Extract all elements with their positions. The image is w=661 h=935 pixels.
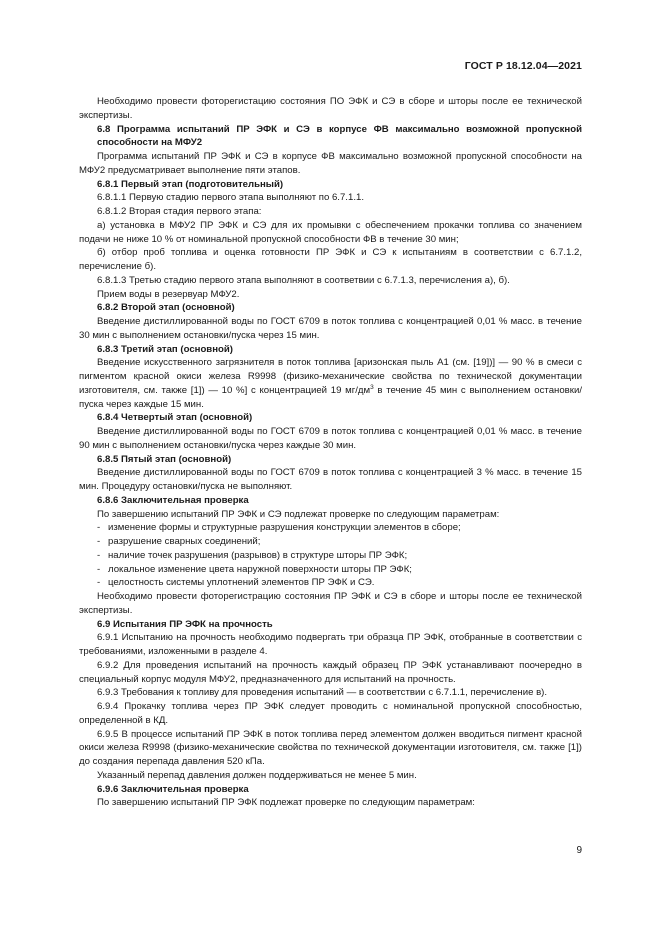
- subsection-6-8-3-text: [79, 356, 582, 411]
- section-6-8-title: 6.8 Программа испытаний ПР ЭФК и СЭ в корпусе ФВ максимально возможной пропускной способности на МФУ2: [97, 123, 582, 149]
- subsection-6-9-6-title: 6.9.6 Заключительная проверка: [97, 783, 249, 795]
- pressure-note: Указанный перепад давления должен поддерживаться не менее 5 мин.: [97, 769, 417, 781]
- subsection-6-8-2-title: 6.8.2 Второй этап (основной): [97, 302, 235, 314]
- subsection-6-8-4-title: 6.8.4 Четвертый этап (основной): [97, 412, 253, 424]
- clause-6-9-1: 6.9.1 Испытанию на прочность необходимо подвергать три образца ПР ЭФК, отобранные в соответствии с требованиями, изложенными в разделе 4.: [79, 632, 582, 657]
- dash-marker: -: [97, 549, 101, 561]
- subsection-6-8-1-title: 6.8.1 Первый этап (подготовительный): [97, 178, 284, 190]
- dash-marker: -: [97, 577, 101, 589]
- clause-6-8-1-1: 6.8.1.1 Первую стадию первого этапа выполняют по 6.7.1.1.: [97, 192, 364, 204]
- check-list-item: - целостность системы уплотнений элементов ПР ЭФК и СЭ.: [97, 577, 375, 589]
- check-list-item: - изменение формы и структурные разрушения конструкции элементов в сборе;: [97, 522, 461, 534]
- standard-header: ГОСТ Р 18.12.04—2021: [464, 60, 582, 72]
- subsection-6-8-6-text: По завершению испытаний ПР ЭФК и СЭ подлежат проверке по следующим параметрам:: [97, 508, 500, 520]
- reservoir-note: Прием воды в резервуар МФУ2.: [97, 288, 240, 300]
- check-list-item: - разрушение сварных соединений;: [97, 536, 261, 547]
- subsection-6-9-6-text: По завершению испытаний ПР ЭФК подлежат проверке по следующим параметрам:: [97, 797, 475, 809]
- cubic-superscript: 3: [370, 383, 374, 391]
- check-list-item: - локальное изменение цвета наружной поверхности шторы ПР ЭФК;: [97, 563, 412, 575]
- dash-marker: -: [97, 563, 101, 575]
- check-list-item: - наличие точек разрушения (разрывов) в структуре шторы ПР ЭФК;: [97, 549, 408, 561]
- subsection-6-8-5-title: 6.8.5 Пятый этап (основной): [97, 453, 232, 465]
- clause-6-9-3: 6.9.3 Требования к топливу для проведения испытаний — в соответствии с 6.7.1.1, перечисление в).: [97, 687, 548, 699]
- intro-paragraph: Необходимо провести фоторегистацию состояния ПО ЭФК и СЭ в сборе и шторы после ее технической экспертизы.: [79, 96, 582, 121]
- dash-marker: -: [97, 522, 101, 534]
- page-content: [79, 95, 582, 810]
- list-item-b: б) отбор проб топлива и оценка готовности ПР ЭФК и СЭ к испытаниям в соответствии с 6.7.1.2, перечисление б).: [79, 247, 582, 272]
- subsection-6-8-3-text-tail: в течение 45 мин с выполнением остановки/пуска через каждые 15 мин.: [79, 384, 582, 410]
- subsection-6-8-3-title: 6.8.3 Третий этап (основной): [97, 343, 233, 355]
- section-6-8-final: Необходимо провести фоторегистрацию состояния ПР ЭФК и СЭ в сборе и шторы после ее технической экспертизы.: [79, 591, 582, 616]
- section-6-8-intro: Программа испытаний ПР ЭФК и СЭ в корпусе ФВ максимально возможной пропускной способности на МФУ2 предусматривает выполнение пяти этапов.: [79, 151, 582, 176]
- dash-marker: -: [97, 536, 101, 547]
- clause-6-9-5: 6.9.5 В процессе испытаний ПР ЭФК в поток топлива перед элементом должен вводиться пигмент красной окиси железа R9998 (физико-механические свойства по технической документации изготовителя, см. также [1]) до создания перепада давления 520 кПа.: [79, 728, 582, 767]
- subsection-6-8-2-text: Введение дистиллированной воды по ГОСТ 6709 в поток топлива с концентрацией 0,01 % масс. в течение 30 мин с выполнением остановки/пуска через 15 мин.: [79, 316, 582, 341]
- subsection-6-8-4-text: Введение дистиллированной воды по ГОСТ 6709 в поток топлива с концентрацией 0,01 % масс. в течение 90 мин с выполнением остановки/пуска через каждые 30 мин.: [79, 426, 582, 451]
- subsection-6-8-5-text: Введение дистиллированной воды по ГОСТ 6709 в поток топлива с концентрацией 3 % масс. в течение 15 мин. Процедуру остановки/пуска не выполняют.: [79, 467, 582, 492]
- subsection-6-8-3-text-main: Введение искусственного загрязнителя в поток топлива [аризонская пыль А1 (см. [19])] — 90 % в смеси с пигментом красной окиси железа R9998 (физико-механические свойства по технической документации изготовителя, см. также [1]) — 10 %] с концентрацией 19 мг/дм: [79, 357, 582, 396]
- clause-6-9-2: 6.9.2 Для проведения испытаний на прочность каждый образец ПР ЭФК устанавливают поочередно в специальный корпус модуля МФУ2, предназначенного для испытаний на прочность.: [79, 659, 582, 685]
- clause-6-8-1-3: 6.8.1.3 Третью стадию первого этапа выполняют в соответвии с 6.7.1.3, перечисления а), б).: [97, 274, 510, 286]
- subsection-6-8-6-title: 6.8.6 Заключительная проверка: [97, 494, 249, 506]
- page-number: 9: [576, 845, 582, 856]
- section-6-9-title: 6.9 Испытания ПР ЭФК на прочность: [97, 618, 273, 630]
- clause-6-8-1-2: 6.8.1.2 Вторая стадия первого этапа:: [97, 206, 262, 217]
- clause-6-9-4: 6.9.4 Прокачку топлива через ПР ЭФК следует проводить с номинальной пропускной способностью, определенной в КД.: [79, 701, 582, 726]
- list-item-a: а) установка в МФУ2 ПР ЭФК и СЭ для их промывки с обеспечением прокачки топлива со значением подачи не ниже 10 % от номинальной пропускной способности ФВ в течение 30 мин;: [79, 219, 582, 245]
